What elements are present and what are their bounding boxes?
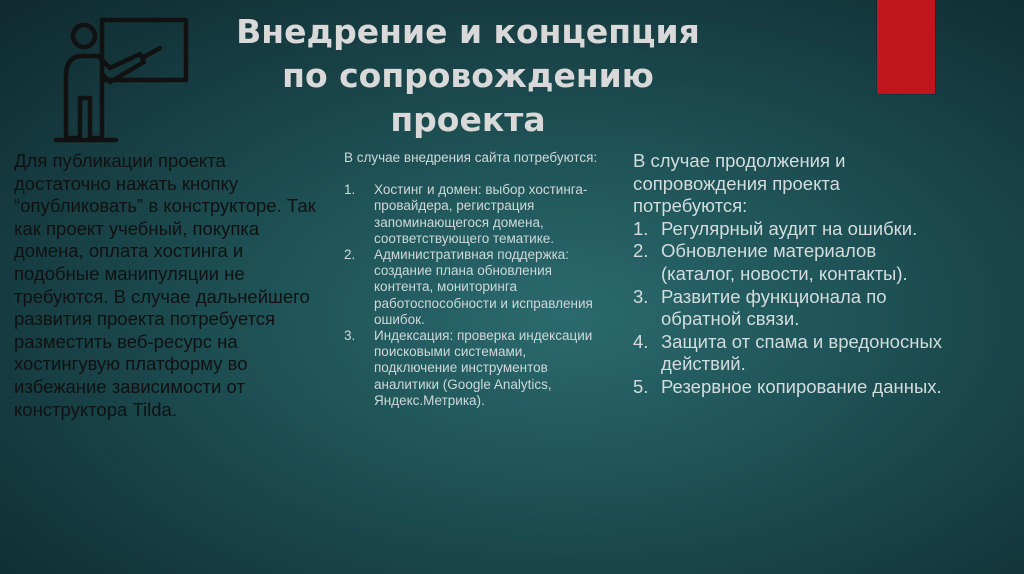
list-item-number: 3. <box>344 328 356 344</box>
list-item <box>633 376 953 399</box>
right-column <box>633 150 953 399</box>
list-item-number: 1. <box>344 182 356 198</box>
list-item-text: Развитие функционала по обратной связи. <box>661 285 887 330</box>
left-column-text: Для публикации проекта достаточно нажать кнопку “опубликовать” в конструкторе. Так как проект учебный, покупка домена, оплата хостинга и подобные манипуляции не требуются. В случае дальнейшего развития проекта потребуется разместить веб-ресурс на хостингувую платформу во избежание зависимости от конструктора Tilda. <box>14 150 316 420</box>
presenter-at-board-icon <box>52 14 192 146</box>
list-item-number: 4. <box>633 330 649 352</box>
list-item-text: Хостинг и домен: выбор хостинга-провайдера, регистрация запоминающегося домена, соответствующего тематике. <box>374 182 588 246</box>
list-item-number: 2. <box>344 247 356 263</box>
list-item <box>344 247 604 328</box>
list-item <box>633 286 953 331</box>
list-item-text: Защита от спама и вредоносных действий. <box>661 330 942 375</box>
list-item-text: Обновление материалов (каталог, новости, контакты). <box>661 240 908 284</box>
list-item <box>633 218 953 241</box>
title-line-3: проекта <box>390 100 546 139</box>
list-item-number: 3. <box>633 285 649 307</box>
red-accent-tab <box>877 0 935 94</box>
list-item <box>344 328 604 409</box>
list-item-number: 5. <box>633 375 649 397</box>
middle-list <box>344 182 604 409</box>
list-item-text: Регулярный аудит на ошибки. <box>661 217 918 239</box>
list-item-text: Административная поддержка: создание плана обновления контента, мониторинга работоспособности и исправления ошибок. <box>374 247 593 327</box>
list-item <box>344 182 604 247</box>
right-list <box>633 218 953 399</box>
list-item <box>633 240 953 285</box>
list-item <box>633 331 953 376</box>
list-item-number: 1. <box>633 217 649 239</box>
middle-intro: В случае внедрения сайта потребуются: <box>344 150 598 165</box>
list-item-text: Индексация: проверка индексации поисковыми системами, подключение инструментов аналитики (Google Analytics, Яндекс.Метрика). <box>374 328 593 408</box>
list-item-number: 2. <box>633 240 649 262</box>
title-line-2: по сопровождению <box>282 56 654 95</box>
right-intro: В случае продолжения и сопровождения проекта потребуются: <box>633 150 846 217</box>
list-item-text: Резервное копирование данных. <box>661 375 942 397</box>
slide-title <box>198 10 738 142</box>
title-line-1: Внедрение и концепция <box>236 12 700 51</box>
middle-column <box>344 150 604 409</box>
